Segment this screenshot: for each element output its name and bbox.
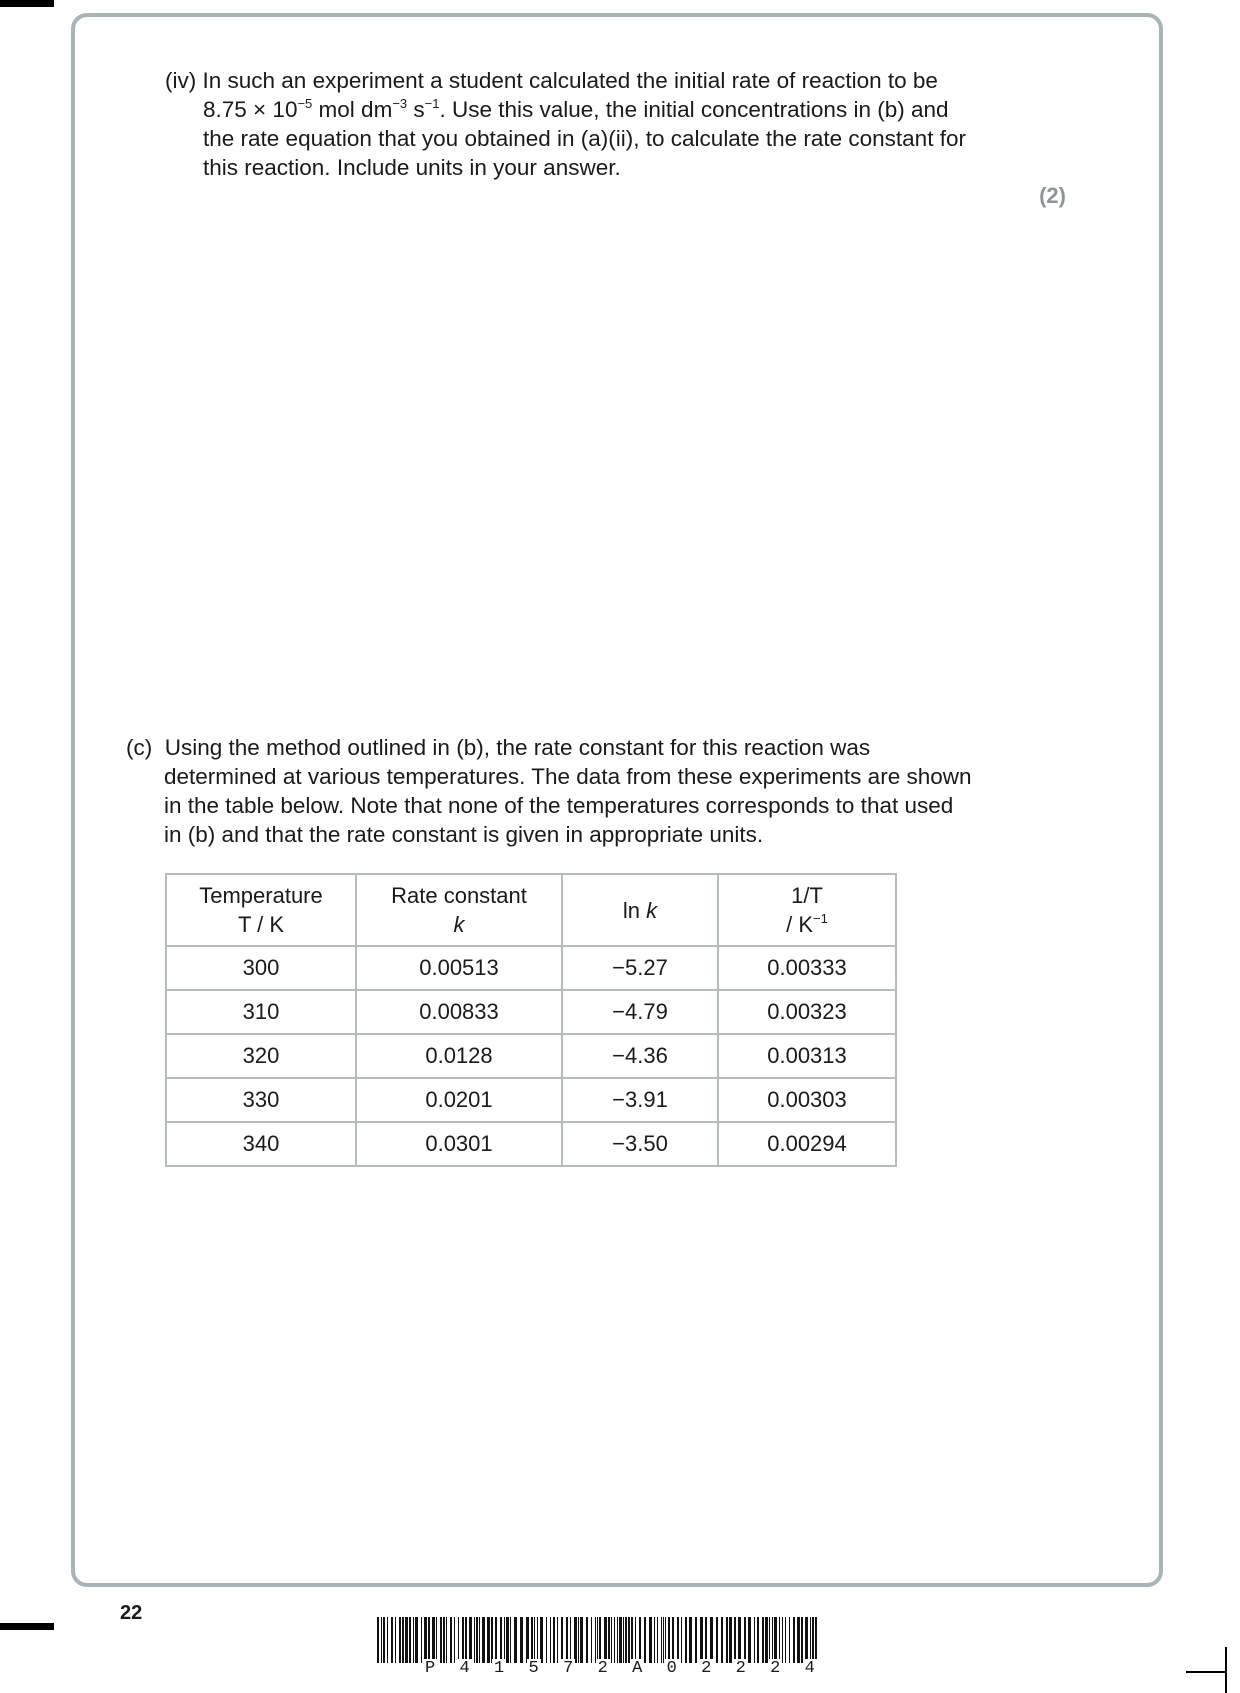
barcode-bar [469,1617,472,1663]
rate-exponent: −5 [297,96,313,111]
cell-reciprocal-temperature: 0.00294 [718,1122,896,1166]
barcode-bar [383,1617,385,1663]
barcode-bar [681,1617,682,1663]
barcode-bar [762,1617,764,1663]
barcode-bar [428,1617,430,1663]
question-iv-line-1 [165,66,1065,95]
barcode-bar [514,1617,517,1663]
barcode-text [377,1659,817,1678]
cell-ln-k: −5.27 [562,946,718,990]
barcode-bar [591,1617,592,1663]
question-c-line-4: in (b) and that the rate constant is given in appropriate units. [164,822,764,847]
barcode-bar [537,1617,538,1663]
barcode-bar [504,1617,505,1663]
barcode-bar [462,1617,464,1663]
barcode-bar [387,1617,388,1663]
barcode-bar [377,1617,379,1663]
question-iv-label: (iv) [165,68,197,93]
barcode-bar [785,1617,786,1663]
barcode-bar [815,1617,817,1663]
barcode-bar [566,1617,568,1663]
corner-mark-bottom-left [0,1623,54,1630]
barcode-bar [482,1617,485,1663]
barcode-bar [540,1617,543,1663]
barcode-bar [510,1617,511,1663]
barcode-bar [491,1617,493,1663]
barcode-bar [450,1617,452,1663]
header-temperature-unit: T / K [237,912,285,937]
barcode-bar [805,1617,808,1663]
cell-rate-constant: 0.00833 [356,990,562,1034]
question-iv [165,66,1065,182]
barcode-bar [810,1617,811,1663]
corner-mark-top-left [0,0,54,7]
table-row [166,1034,896,1078]
question-iv-text-2: . Use this value, the initial concentrations in (b) and [439,97,949,122]
barcode-bar [769,1617,770,1663]
barcode-bar [526,1617,529,1663]
table-row [166,990,896,1034]
header-reciprocal-title: 1/T [791,883,823,908]
barcode-bar [685,1617,687,1663]
question-iv-text-1: In such an experiment a student calculated the initial rate of reaction to be [202,68,938,93]
cell-temperature: 310 [166,990,356,1034]
barcode-bar [608,1617,610,1663]
corner-mark-bottom-right-horizontal [1186,1671,1227,1673]
rate-unit-exponent-b: −1 [424,96,440,111]
header-ln-k [562,874,718,946]
barcode-bar [677,1617,679,1663]
barcode-bar [765,1617,768,1663]
barcode-bar [623,1617,624,1663]
barcode-bar [757,1617,759,1663]
barcode-bar [446,1617,447,1663]
page-number: 22 [120,1602,143,1624]
barcode-bar [639,1617,641,1663]
barcode-bar [695,1617,697,1663]
barcode-bar [546,1617,547,1663]
header-ln-k-symbol: k [646,897,658,923]
barcode-bar [561,1617,563,1663]
table-row [166,946,896,990]
barcode-bar [668,1617,670,1663]
question-iv-line-3: the rate equation that you obtained in (a)(ii), to calculate the rate constant for [203,126,966,151]
barcode-char: 0 [666,1659,677,1678]
barcode-bar [421,1617,422,1663]
question-c-label: (c) [126,735,153,760]
cell-rate-constant: 0.0128 [356,1034,562,1078]
barcode-bar [432,1617,435,1663]
barcode-bar [402,1617,404,1663]
cell-rate-constant: 0.00513 [356,946,562,990]
barcode-bar [614,1617,615,1663]
barcode-bar [506,1617,509,1663]
question-c [126,733,1046,849]
barcode-bar [520,1617,523,1663]
barcode-char: 4 [459,1659,470,1678]
rate-constant-table [165,873,897,1167]
barcode-bar [409,1617,411,1663]
barcode-bar [716,1617,718,1663]
barcode-bar [574,1617,577,1663]
cell-ln-k: −4.36 [562,1034,718,1078]
barcode-bar [381,1617,382,1663]
barcode-bar [729,1617,732,1663]
barcode-char: 4 [804,1659,815,1678]
barcode-bar [748,1617,751,1663]
rate-value: 8.75 × 10 [203,97,298,122]
cell-ln-k: −3.91 [562,1078,718,1122]
barcode-bar [631,1617,633,1663]
cell-ln-k: −4.79 [562,990,718,1034]
barcode-char: 5 [528,1659,539,1678]
barcode-bar [665,1617,666,1663]
barcode-bar [436,1617,437,1663]
barcode-bar [782,1617,783,1663]
table-row [166,1078,896,1122]
barcode-bar [619,1617,622,1663]
barcode-bar [793,1617,795,1663]
barcode-bar [399,1617,401,1663]
barcode-bar [710,1617,713,1663]
barcode-bar [599,1617,601,1663]
barcode-bar [391,1617,393,1663]
barcode-bar [395,1617,396,1663]
cell-reciprocal-temperature: 0.00303 [718,1078,896,1122]
barcode-bar [774,1617,777,1663]
barcode-bar [458,1617,459,1663]
barcode-bar [476,1617,478,1663]
barcode-bar [405,1617,408,1663]
barcode-bar [474,1617,475,1663]
header-reciprocal-temperature [718,874,896,946]
barcode-bar [738,1617,741,1663]
barcode-char: 2 [701,1659,712,1678]
barcode-bar [424,1617,427,1663]
barcode-char: 7 [563,1659,574,1678]
barcode-bar [531,1617,533,1663]
barcode-bar [754,1617,755,1663]
header-temperature [166,874,356,946]
header-temperature-title: Temperature [199,883,323,908]
barcode-bar [586,1617,588,1663]
header-ln-prefix: ln [622,897,647,923]
cell-temperature: 330 [166,1078,356,1122]
barcode-bar [705,1617,707,1663]
barcode-bar [797,1617,800,1663]
table-row [166,1122,896,1166]
cell-reciprocal-temperature: 0.00323 [718,990,896,1034]
cell-ln-k: −3.50 [562,1122,718,1166]
rate-unit-exponent-a: −3 [392,96,408,111]
barcode-bar [604,1617,607,1663]
barcode-char: 2 [735,1659,746,1678]
barcode-char: 1 [494,1659,505,1678]
barcode-bar [772,1617,773,1663]
question-c-line-1 [126,733,1046,762]
barcode-bar [487,1617,490,1663]
barcode-bar [595,1617,596,1663]
question-c-line-3: in the table below. Note that none of the temperatures corresponds to that used [164,793,954,818]
header-rate-constant-symbol: k [453,912,465,937]
cell-rate-constant: 0.0201 [356,1078,562,1122]
barcode-bar [465,1617,467,1663]
header-reciprocal-unit-exponent: −1 [813,911,828,926]
cell-temperature: 320 [166,1034,356,1078]
barcode-bar [495,1617,497,1663]
barcode-bar [661,1617,662,1663]
rate-unit-b: s [407,97,425,122]
barcode-bar [801,1617,803,1663]
barcode-bar [663,1617,664,1663]
barcode-bar [734,1617,736,1663]
question-iv-line-4: this reaction. Include units in your answer. [203,155,621,180]
barcode-bar [440,1617,442,1663]
corner-mark-bottom-right-vertical [1225,1647,1227,1693]
barcode-char: A [632,1659,643,1678]
barcode-bar [617,1617,618,1663]
barcode-bar [672,1617,674,1663]
barcode-bar [500,1617,502,1663]
question-iv-line-2 [165,95,1065,124]
barcode-bar [726,1617,728,1663]
barcode-bar [635,1617,636,1663]
barcode-bar [744,1617,746,1663]
barcode-bar [479,1617,480,1663]
barcode-bar [789,1617,790,1663]
barcode-bar [779,1617,780,1663]
header-rate-constant-title: Rate constant [391,883,527,908]
header-reciprocal-unit: / K [786,912,814,937]
barcode-char: 2 [770,1659,781,1678]
marks-label: (2) [1039,183,1066,208]
cell-reciprocal-temperature: 0.00313 [718,1034,896,1078]
barcode-bar [628,1617,630,1663]
header-rate-constant [356,874,562,946]
barcode-bar [654,1617,655,1663]
barcode-bar [454,1617,455,1663]
barcode-bar [570,1617,571,1663]
barcode-bar [553,1617,555,1663]
cell-temperature: 340 [166,1122,356,1166]
barcode-bar [443,1617,445,1663]
cell-temperature: 300 [166,946,356,990]
barcode-bar [597,1617,598,1663]
rate-unit-a: mol dm [312,97,393,122]
cell-rate-constant: 0.0301 [356,1122,562,1166]
barcode-bar [578,1617,579,1663]
barcode-bar [580,1617,583,1663]
barcode-bar [700,1617,703,1663]
barcode-char: 2 [597,1659,608,1678]
question-c-text-1: Using the method outlined in (b), the rate constant for this reaction was [164,735,871,760]
barcode-bar [625,1617,627,1663]
barcode-bar [649,1617,652,1663]
cell-reciprocal-temperature: 0.00333 [718,946,896,990]
barcode-bar [644,1617,646,1663]
barcode-bar [413,1617,414,1663]
barcode-bar [550,1617,551,1663]
barcode-char: P [425,1659,436,1678]
barcode-bar [611,1617,612,1663]
table-header-row [166,874,896,946]
barcode-bar [557,1617,558,1663]
barcode-bar [415,1617,418,1663]
barcode-bar [534,1617,535,1663]
barcode-bar [812,1617,814,1663]
barcode-bar [657,1617,658,1663]
barcode-bar [721,1617,723,1663]
question-c-line-2: determined at various temperatures. The data from these experiments are shown [164,764,972,789]
barcode-bar [689,1617,692,1663]
